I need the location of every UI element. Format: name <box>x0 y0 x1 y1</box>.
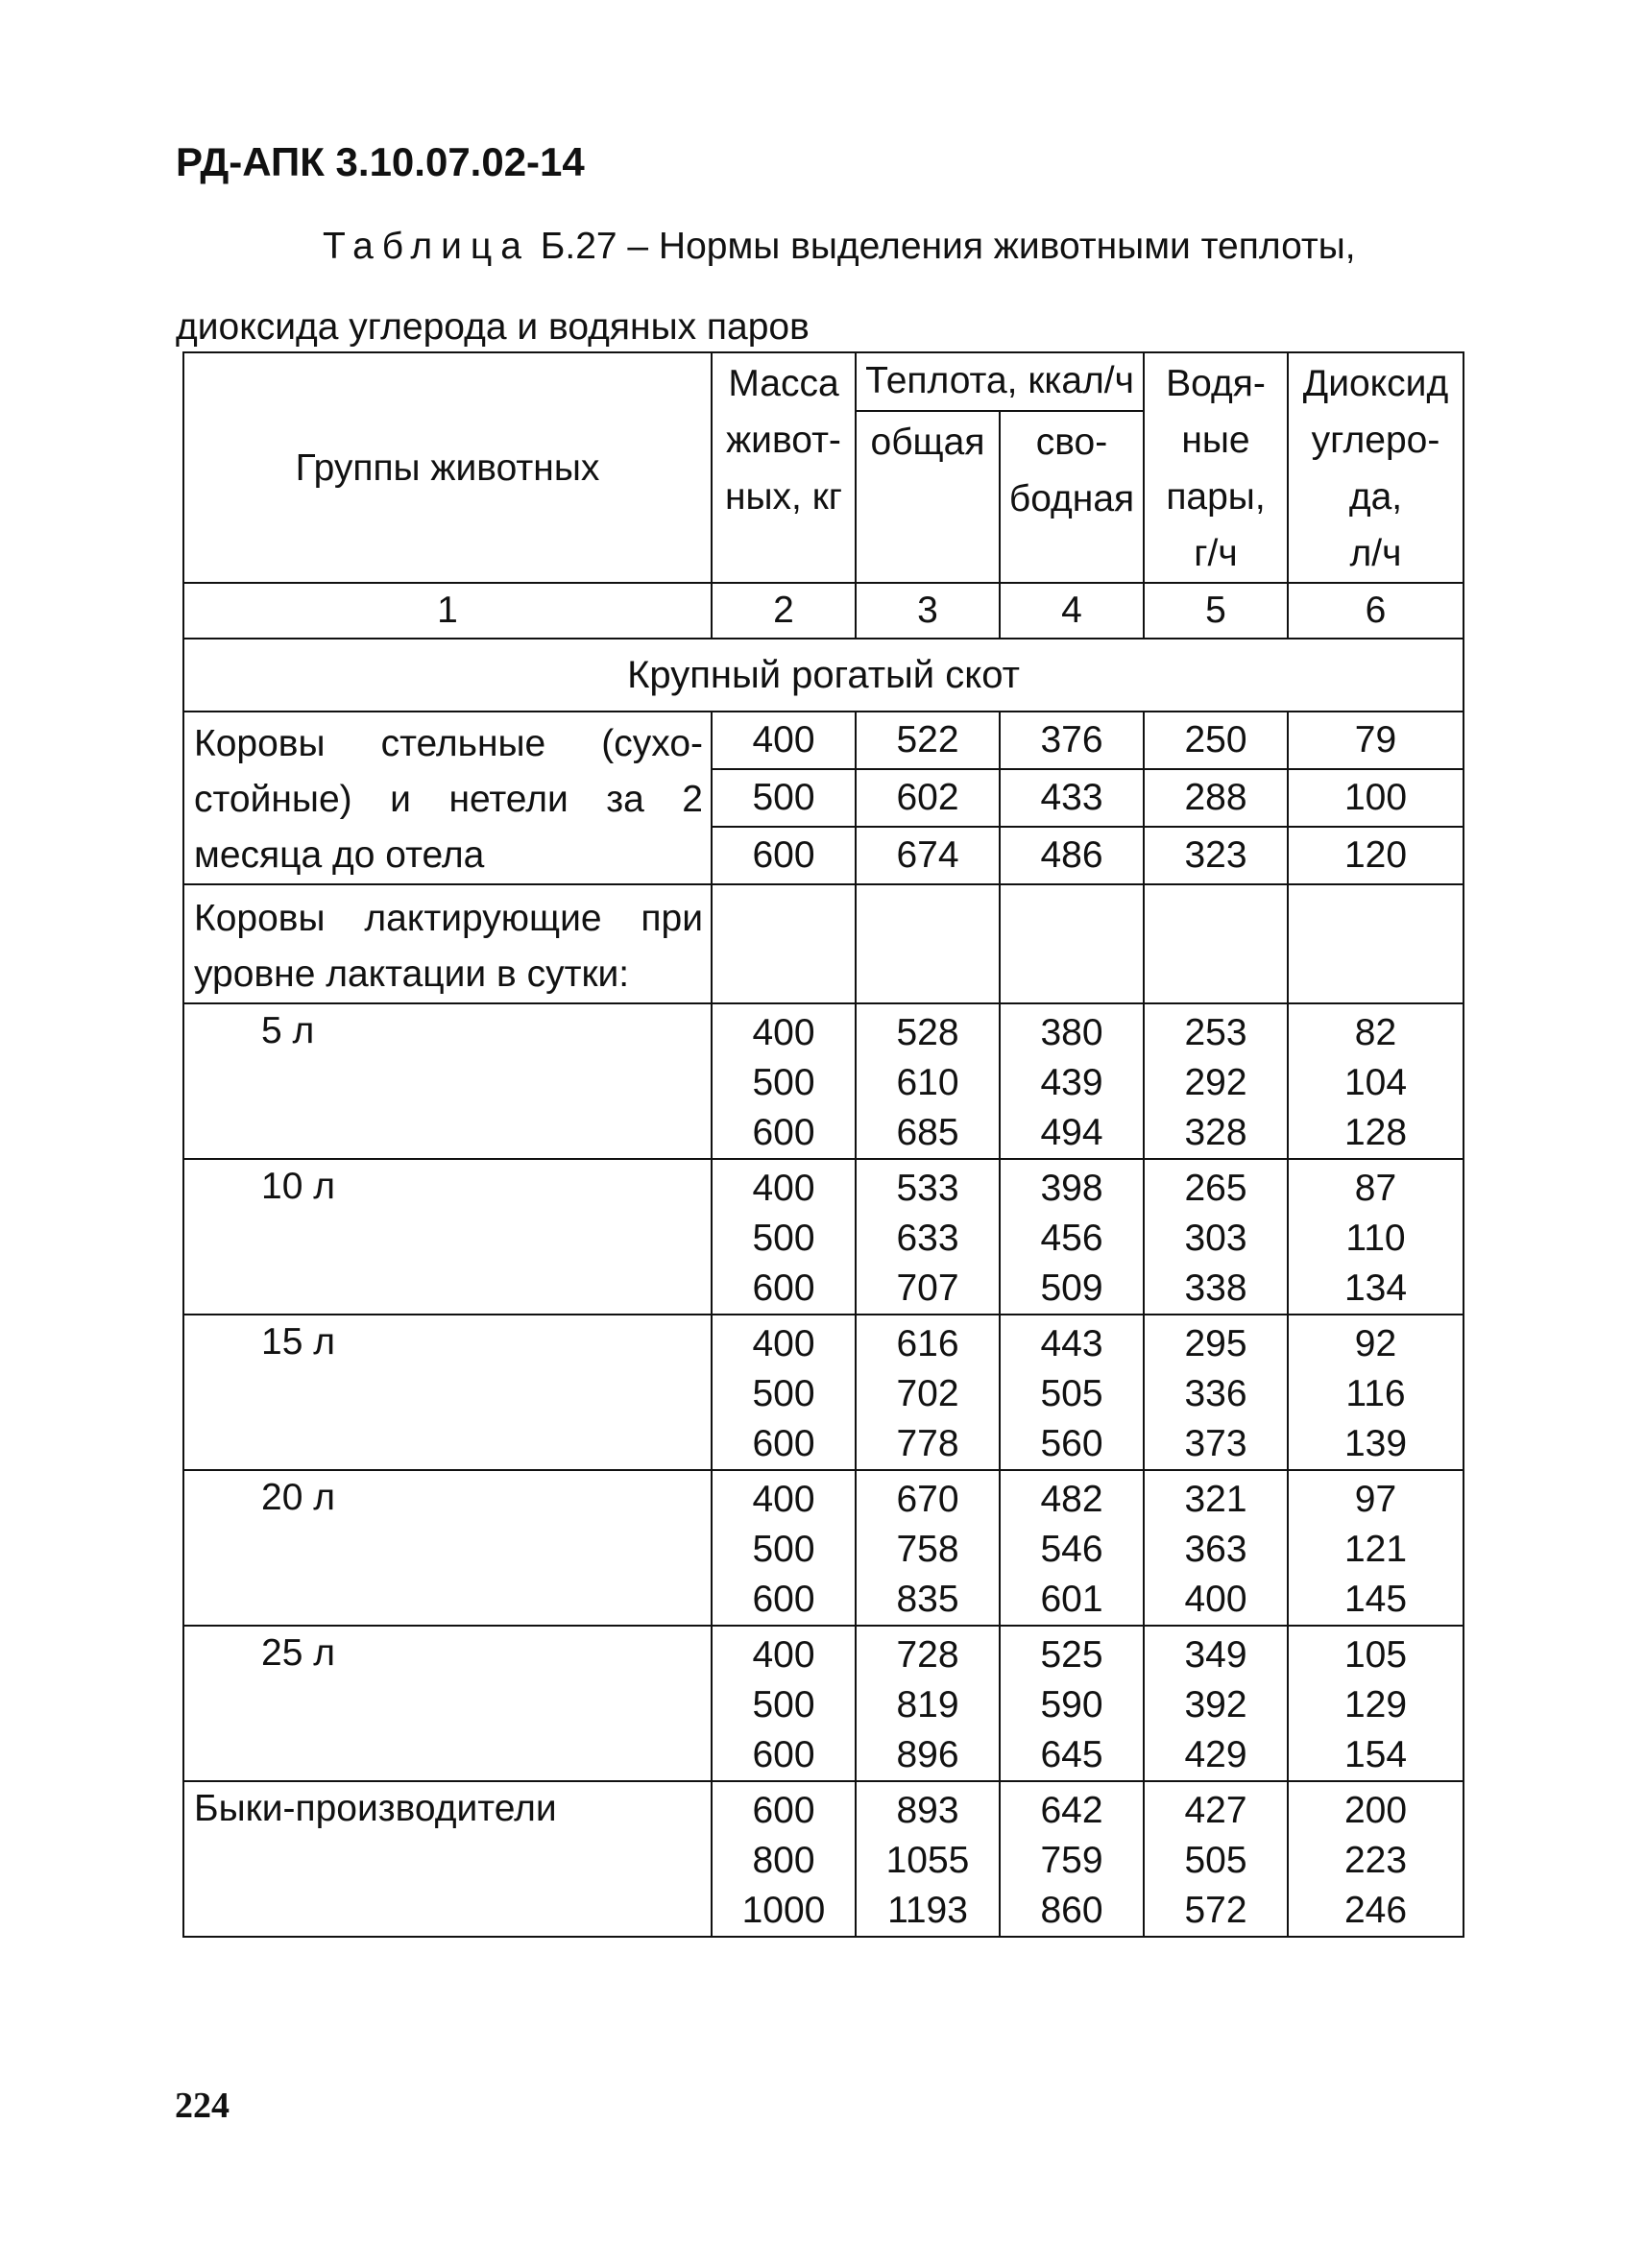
table-cell-value: 373 <box>1184 1423 1247 1464</box>
table-cell-value: 292 <box>1184 1062 1247 1103</box>
table-cell-value: 139 <box>1343 1423 1408 1464</box>
table-cell-value: 546 <box>1040 1529 1103 1570</box>
table-cell-value: 443 <box>1040 1323 1103 1364</box>
table-cell-value: 600 <box>752 1790 815 1831</box>
heat-free-cell <box>1000 1315 1144 1470</box>
mass-cell <box>712 1470 856 1626</box>
section-row <box>183 639 1464 712</box>
table-cell-value: 893 <box>896 1790 959 1831</box>
header-heat: Теплота, ккал/ч <box>856 352 1144 411</box>
table-cell: 120 <box>1288 827 1464 884</box>
table-cell-value: 500 <box>752 1684 815 1725</box>
table-cell-value: 758 <box>896 1529 959 1570</box>
table-cell: 602 <box>856 769 1000 827</box>
table-cell-value: 116 <box>1345 1373 1406 1414</box>
document-code: РД-АПК 3.10.07.02-14 <box>176 139 585 184</box>
pregnant-cows-label <box>183 712 712 884</box>
table-cell-value: 707 <box>896 1267 959 1309</box>
table-cell-value: 728 <box>896 1634 959 1676</box>
table-cell-value: 82 <box>1354 1012 1397 1053</box>
table-cell-value: 572 <box>1184 1890 1247 1931</box>
table-cell-value: 702 <box>896 1373 959 1414</box>
table-cell-value: 295 <box>1184 1323 1247 1364</box>
heat-total-cell <box>856 1315 1000 1470</box>
table-cell-value: 494 <box>1040 1112 1103 1153</box>
table-cell-value: 400 <box>752 1479 815 1520</box>
section-title: Крупный рогатый скот <box>183 639 1464 712</box>
pregnant-cows-label-line: Коровы стельные (сухо- <box>194 723 703 764</box>
table-cell-value: 505 <box>1040 1373 1103 1414</box>
table-cell: 400 <box>712 712 856 769</box>
lactation-group-row <box>183 1159 1464 1315</box>
header-vapor-line: пары, <box>1166 476 1266 518</box>
table-cell-value: 600 <box>752 1423 815 1464</box>
lactation-group-row <box>183 1315 1464 1470</box>
table-cell-value: 154 <box>1343 1734 1408 1775</box>
vapor-cell <box>1144 1781 1288 1937</box>
table-cell-value: 253 <box>1184 1012 1247 1053</box>
table-cell-value: 121 <box>1343 1529 1408 1570</box>
heat-total-cell <box>856 1003 1000 1159</box>
header-group: Группы животных <box>183 352 712 583</box>
vapor-cell <box>1144 1470 1288 1626</box>
table-cell-value: 601 <box>1040 1579 1103 1620</box>
table-cell-value: 129 <box>1343 1684 1408 1725</box>
header-mass-line: Масса <box>728 363 839 404</box>
lactation-level-label: 10 л <box>183 1159 712 1315</box>
table-cell-value: 896 <box>896 1734 959 1775</box>
lactation-group-row <box>183 1003 1464 1159</box>
co2-cell <box>1288 1470 1464 1626</box>
empty-cell <box>856 884 1000 1003</box>
table-cell-value: 590 <box>1040 1684 1103 1725</box>
page-number: 224 <box>175 2086 230 2126</box>
table-cell-value: 1055 <box>885 1840 970 1881</box>
table-cell-value: 778 <box>896 1423 959 1464</box>
table-cell: 79 <box>1288 712 1464 769</box>
norms-table <box>182 351 1464 1938</box>
caption-table-word: Таблица <box>323 226 530 267</box>
column-number: 6 <box>1288 583 1464 639</box>
bulls-row <box>183 1781 1464 1937</box>
table-cell-value: 392 <box>1184 1684 1247 1725</box>
co2-cell <box>1288 1003 1464 1159</box>
table-cell-value: 1000 <box>741 1890 826 1931</box>
table-cell-value: 1193 <box>887 1890 968 1931</box>
header-mass <box>712 352 856 583</box>
table-cell-value: 321 <box>1184 1479 1247 1520</box>
table-cell: 100 <box>1288 769 1464 827</box>
table-cell-value: 128 <box>1343 1112 1408 1153</box>
table-cell-value: 500 <box>752 1373 815 1414</box>
heat-total-cell <box>856 1159 1000 1315</box>
empty-cell <box>1288 884 1464 1003</box>
header-vapor <box>1144 352 1288 583</box>
table-row <box>183 712 1464 769</box>
table-cell-value: 456 <box>1040 1218 1103 1259</box>
table-cell-value: 645 <box>1040 1734 1103 1775</box>
lactating-cows-label <box>183 884 712 1003</box>
table-cell-value: 400 <box>752 1634 815 1676</box>
vapor-cell <box>1144 1003 1288 1159</box>
table-cell: 486 <box>1000 827 1144 884</box>
table-cell-value: 600 <box>752 1579 815 1620</box>
header-vapor-line: Водя- <box>1166 363 1266 404</box>
co2-cell <box>1288 1315 1464 1470</box>
table-cell-value: 400 <box>752 1168 815 1209</box>
caption-line-2: диоксида углерода и водяных паров <box>176 306 810 348</box>
heat-total-cell <box>856 1781 1000 1937</box>
table-cell-value: 349 <box>1184 1634 1247 1676</box>
table-cell-value: 482 <box>1040 1479 1103 1520</box>
table-cell-value: 560 <box>1040 1423 1103 1464</box>
header-row-1 <box>183 352 1464 411</box>
lactation-level-label: 15 л <box>183 1315 712 1470</box>
pregnant-cows-label-line: стойные) и нетели за 2 <box>194 779 703 820</box>
table-cell-value: 328 <box>1184 1112 1247 1153</box>
table-cell-value: 600 <box>752 1112 815 1153</box>
table-cell-value: 398 <box>1040 1168 1103 1209</box>
table-cell-value: 860 <box>1040 1890 1103 1931</box>
header-mass-line: ных, кг <box>724 476 843 518</box>
table-cell-value: 533 <box>896 1168 959 1209</box>
column-number: 4 <box>1000 583 1144 639</box>
table-cell-value: 500 <box>752 1062 815 1103</box>
table-cell-value: 200 <box>1343 1790 1408 1831</box>
lactating-cows-label-line: уровне лактации в сутки: <box>194 953 630 995</box>
column-number-row <box>183 583 1464 639</box>
table-cell-value: 500 <box>752 1529 815 1570</box>
table-cell-value: 427 <box>1184 1790 1247 1831</box>
table-cell-value: 97 <box>1354 1479 1397 1520</box>
table-cell-value: 104 <box>1343 1062 1408 1103</box>
mass-cell <box>712 1159 856 1315</box>
table-cell-value: 110 <box>1345 1218 1406 1259</box>
table-cell-value: 145 <box>1343 1579 1408 1620</box>
table-cell-value: 134 <box>1343 1267 1408 1309</box>
table-cell-value: 265 <box>1184 1168 1247 1209</box>
lactation-group-row <box>183 1626 1464 1781</box>
table-cell: 500 <box>712 769 856 827</box>
table-cell-value: 685 <box>896 1112 959 1153</box>
empty-cell <box>1000 884 1144 1003</box>
lactating-header-row <box>183 884 1464 1003</box>
table-cell-value: 92 <box>1354 1323 1397 1364</box>
table-cell-value: 400 <box>752 1012 815 1053</box>
table-cell: 522 <box>856 712 1000 769</box>
column-number: 2 <box>712 583 856 639</box>
table-cell-value: 633 <box>896 1218 959 1259</box>
column-number: 5 <box>1144 583 1288 639</box>
pregnant-cows-label-line: месяца до отела <box>194 834 485 876</box>
heat-free-cell <box>1000 1470 1144 1626</box>
header-co2 <box>1288 352 1464 583</box>
column-number: 3 <box>856 583 1000 639</box>
table-cell: 250 <box>1144 712 1288 769</box>
lactation-level-label: 25 л <box>183 1626 712 1781</box>
table-cell-value: 610 <box>896 1062 959 1103</box>
table-cell-value: 400 <box>752 1323 815 1364</box>
table-cell-value: 363 <box>1184 1529 1247 1570</box>
table-cell-value: 835 <box>896 1579 959 1620</box>
co2-cell <box>1288 1626 1464 1781</box>
table-cell-value: 439 <box>1040 1062 1103 1103</box>
table-caption <box>176 206 1472 368</box>
header-heat-free-line: бодная <box>1008 477 1135 519</box>
heat-free-cell <box>1000 1626 1144 1781</box>
header-vapor-line: ные <box>1181 420 1250 461</box>
table-cell-value: 670 <box>896 1479 959 1520</box>
table-cell-value: 600 <box>752 1734 815 1775</box>
heat-total-cell <box>856 1626 1000 1781</box>
mass-cell <box>712 1315 856 1470</box>
heat-free-cell <box>1000 1781 1144 1937</box>
table-cell-value: 759 <box>1040 1840 1103 1881</box>
header-heat-total: общая <box>856 411 1000 584</box>
header-co2-line: л/ч <box>1349 533 1402 574</box>
table-cell-value: 500 <box>752 1218 815 1259</box>
table-cell: 674 <box>856 827 1000 884</box>
mass-cell <box>712 1626 856 1781</box>
table-cell-value: 303 <box>1184 1218 1247 1259</box>
heat-free-cell <box>1000 1003 1144 1159</box>
table-cell: 323 <box>1144 827 1288 884</box>
co2-cell <box>1288 1781 1464 1937</box>
lactation-level-label: 5 л <box>183 1003 712 1159</box>
heat-free-cell <box>1000 1159 1144 1315</box>
lactating-cows-label-line: Коровы лактирующие при <box>194 898 703 939</box>
lactation-group-row <box>183 1470 1464 1626</box>
heat-total-cell <box>856 1470 1000 1626</box>
table-cell-value: 505 <box>1184 1840 1247 1881</box>
table-cell-value: 642 <box>1040 1790 1103 1831</box>
vapor-cell <box>1144 1626 1288 1781</box>
table-cell-value: 223 <box>1343 1840 1408 1881</box>
mass-cell <box>712 1003 856 1159</box>
header-co2-line: углеро- <box>1311 420 1440 461</box>
table-cell-value: 600 <box>752 1267 815 1309</box>
table-cell-value: 509 <box>1040 1267 1103 1309</box>
table-cell-value: 246 <box>1343 1890 1408 1931</box>
table-cell-value: 525 <box>1040 1634 1103 1676</box>
vapor-cell <box>1144 1159 1288 1315</box>
mass-cell <box>712 1781 856 1937</box>
table-cell-value: 819 <box>896 1684 959 1725</box>
table-cell: 433 <box>1000 769 1144 827</box>
header-vapor-line: г/ч <box>1194 533 1238 574</box>
header-co2-line: да, <box>1348 476 1403 518</box>
table-cell-value: 429 <box>1184 1734 1247 1775</box>
table-cell-value: 400 <box>1184 1579 1247 1620</box>
table-cell-value: 528 <box>896 1012 959 1053</box>
table-cell-value: 105 <box>1343 1634 1408 1676</box>
table-cell-value: 380 <box>1040 1012 1103 1053</box>
bulls-label: Быки-производители <box>183 1781 712 1937</box>
table-cell: 288 <box>1144 769 1288 827</box>
co2-cell <box>1288 1159 1464 1315</box>
table-cell-value: 87 <box>1354 1168 1397 1209</box>
table-cell: 376 <box>1000 712 1144 769</box>
column-number: 1 <box>183 583 712 639</box>
empty-cell <box>712 884 856 1003</box>
header-mass-line: живот- <box>726 420 841 461</box>
table-cell-value: 800 <box>752 1840 815 1881</box>
empty-cell <box>1144 884 1288 1003</box>
caption-line-1 <box>176 206 1472 287</box>
table-cell-value: 338 <box>1184 1267 1247 1309</box>
header-co2-line: Диоксид <box>1302 363 1449 404</box>
table-cell-value: 616 <box>896 1323 959 1364</box>
table-cell-value: 336 <box>1184 1373 1247 1414</box>
caption-title-part1: Б.27 – Нормы выделения животными теплоты, <box>540 226 1356 267</box>
vapor-cell <box>1144 1315 1288 1470</box>
lactation-level-label: 20 л <box>183 1470 712 1626</box>
table-cell: 600 <box>712 827 856 884</box>
header-heat-free-line: сво- <box>1035 421 1108 463</box>
header-heat-free <box>1000 411 1144 584</box>
